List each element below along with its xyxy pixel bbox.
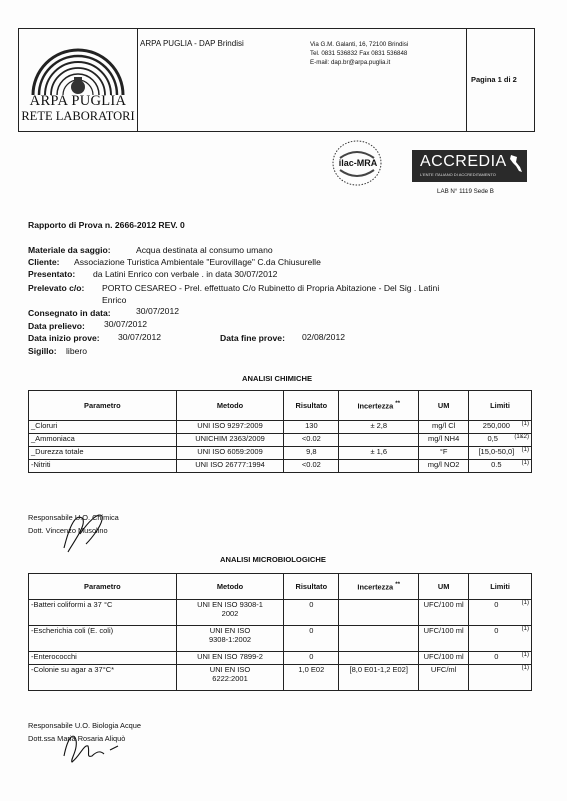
org-name: ARPA PUGLIA (29, 93, 127, 109)
page-box (466, 29, 535, 131)
col-header-method: Metodo (176, 391, 284, 421)
method-cell (176, 600, 284, 626)
um-cell: mg/l NH4 (419, 434, 469, 447)
italy-map-icon (508, 154, 524, 176)
uncertainty-mark: ** (395, 581, 401, 589)
accredia-tagline: L'ENTE ITALIANO DI ACCREDITAMENTO (420, 172, 496, 177)
limit-value: 0 (494, 600, 499, 609)
method-line: UNI EN ISO (209, 626, 251, 635)
col-header-um: UM (419, 391, 469, 421)
result-cell: <0.02 (284, 460, 339, 473)
uncertainty-mark: ** (395, 400, 401, 408)
field-value-client: Associazione Turistica Ambientale "Eurovillage" C.da Chiusurelle (74, 257, 321, 267)
uncertainty-cell (339, 652, 419, 665)
param-cell: -Escherichia coli (E. coli) (29, 626, 177, 652)
method-cell: UNI EN ISO 7899-2 (176, 652, 284, 665)
accredia-logo (412, 150, 527, 182)
table-row (29, 665, 532, 691)
col-header-uncertainty (339, 391, 419, 421)
field-label-client: Cliente: (28, 257, 60, 267)
micro-header-row (29, 574, 532, 600)
col-header-limits: Limiti (469, 391, 532, 421)
arpa-logo-icon (29, 35, 127, 97)
limit-ref: (1&2) (514, 434, 529, 440)
uncertainty-cell (339, 460, 419, 473)
method-line: 6222:2001 (212, 674, 248, 683)
field-label-sample-date: Data prelievo: (28, 321, 85, 331)
address: Via G.M. Galanti, 16, 72100 Brindisi (310, 41, 409, 48)
method-line: 2002 (221, 609, 239, 618)
field-label-presented: Presentato: (28, 269, 76, 279)
param-cell: _Cloruri (29, 421, 177, 434)
micro-responsible-title: Responsabile U.O. Biologia Acque (28, 721, 141, 730)
col-header-uncertainty (339, 574, 419, 600)
col-header-um: UM (419, 574, 469, 600)
limit-value: 0 (494, 652, 499, 661)
uncertainty-cell (339, 600, 419, 626)
chem-responsible-title: Responsabile U.O. Chimica (28, 513, 119, 522)
limit-cell (469, 626, 532, 652)
micro-table (28, 573, 532, 691)
result-cell: 0 (284, 600, 339, 626)
field-value-sample-date: 30/07/2012 (104, 319, 148, 329)
department-name: ARPA PUGLIA - DAP Brindisi (140, 39, 244, 48)
param-cell: -Nitriti (29, 460, 177, 473)
page-number: Pagina 1 di 2 (471, 75, 517, 84)
field-label-test-end: Data fine prove: (220, 333, 285, 343)
limit-ref: (1) (521, 626, 529, 632)
method-cell: UNI ISO 9297:2009 (176, 421, 284, 434)
table-row (29, 460, 532, 473)
param-cell: _Durezza totale (29, 447, 177, 460)
limit-cell (469, 421, 532, 434)
method-cell: UNI ISO 6059:2009 (176, 447, 284, 460)
letterhead (18, 28, 535, 132)
result-cell: 0 (284, 626, 339, 652)
result-cell: 9,8 (284, 447, 339, 460)
limit-value: 0,5 (487, 434, 498, 443)
param-cell: _Ammoniaca (29, 434, 177, 447)
uncertainty-cell: ± 2,8 (339, 421, 419, 434)
field-label-material: Materiale da saggio: (28, 245, 111, 255)
limit-ref: (1) (521, 600, 529, 606)
limit-cell (469, 600, 532, 626)
report-title: Rapporto di Prova n. 2666-2012 REV. 0 (28, 220, 185, 230)
limit-cell (469, 652, 532, 665)
limit-cell (469, 460, 532, 473)
uncertainty-cell (339, 434, 419, 447)
col-header-parameter: Parametro (29, 574, 177, 600)
chem-header-row (29, 391, 532, 421)
micro-signature-icon (60, 726, 130, 766)
table-row (29, 600, 532, 626)
method-cell (176, 626, 284, 652)
lab-number: LAB N° 1119 Sede B (437, 188, 494, 195)
field-value-test-start: 30/07/2012 (118, 332, 162, 342)
method-line: UNI EN ISO 9308-1 (197, 600, 263, 609)
field-value-seal: libero (66, 346, 88, 356)
uncertainty-cell (339, 626, 419, 652)
uncertainty-label: Incertezza (357, 401, 394, 411)
org-subtitle: RETE LABORATORI (21, 109, 135, 123)
field-value-delivered: 30/07/2012 (136, 306, 180, 316)
method-cell: UNI ISO 26777:1994 (176, 460, 284, 473)
limit-cell (469, 447, 532, 460)
param-cell: -Enterococchi (29, 652, 177, 665)
field-label-test-start: Data inizio prove: (28, 333, 100, 343)
um-cell: UFC/100 ml (419, 652, 469, 665)
result-cell: <0.02 (284, 434, 339, 447)
field-value-material: Acqua destinata al consumo umano (136, 245, 273, 255)
col-header-method: Metodo (176, 574, 284, 600)
micro-section-title: ANALISI MICROBIOLOGICHE (220, 555, 326, 564)
method-cell (176, 665, 284, 691)
uncertainty-cell: [8,0 E01-1,2 E02] (339, 665, 419, 691)
field-label-delivered: Consegnato in data: (28, 308, 111, 318)
micro-responsible-name: Dott.ssa Maria Rosaria Aliquò (28, 734, 126, 743)
limit-value: [15,0-50,0] (478, 447, 515, 456)
limit-ref: (1) (521, 652, 529, 658)
limit-cell (469, 665, 532, 691)
limit-ref: (1) (521, 421, 529, 427)
limit-value: 0 (494, 626, 499, 635)
chem-table (28, 390, 532, 473)
table-row (29, 447, 532, 460)
table-row (29, 626, 532, 652)
result-cell: 130 (284, 421, 339, 434)
limit-value: 0.5 (491, 460, 502, 469)
col-header-result: Risultato (284, 574, 339, 600)
limit-value: 250,000 (482, 421, 510, 430)
chem-signature-icon (58, 504, 110, 556)
um-cell: °F (419, 447, 469, 460)
uncertainty-label: Incertezza (357, 582, 394, 592)
col-header-parameter: Parametro (29, 391, 177, 421)
method-line: UNI EN ISO (209, 665, 251, 674)
um-cell: UFC/100 ml (419, 600, 469, 626)
uncertainty-cell: ± 1,6 (339, 447, 419, 460)
um-cell: mg/l Cl (419, 421, 469, 434)
result-cell: 0 (284, 652, 339, 665)
param-cell: -Colonie su agar a 37°C* (29, 665, 177, 691)
field-value-presented: da Latini Enrico con verbale . in data 30/07/2012 (93, 269, 278, 279)
field-label-seal: Sigillo: (28, 346, 57, 356)
result-cell: 1,0 E02 (284, 665, 339, 691)
chem-responsible-name: Dott. Vincenzo Musolino (28, 526, 108, 535)
um-cell: UFC/ml (419, 665, 469, 691)
field-value-test-end: 02/08/2012 (302, 332, 346, 342)
method-line: 9308-1:2002 (208, 635, 252, 644)
phone: Tel. 0831 536832 Fax 0831 536848 (310, 50, 408, 57)
accredia-wordmark: ACCREDIA (420, 153, 507, 170)
col-header-result: Risultato (284, 391, 339, 421)
table-row (29, 652, 532, 665)
limit-ref: (1) (521, 665, 529, 671)
chem-section-title: ANALISI CHIMICHE (242, 374, 313, 383)
col-header-limits: Limiti (469, 574, 532, 600)
table-row (29, 421, 532, 434)
email: E-mail: dap.br@arpa.puglia.it (310, 59, 391, 66)
table-row (29, 434, 532, 447)
field-label-sampled-at: Prelevato c/o: (28, 283, 85, 293)
field-value-sampled-at-cont: Enrico (102, 295, 127, 305)
field-value-sampled-at: PORTO CESAREO - Prel. effettuato C/o Rubinetto di Propria Abitazione - Del Sig . Latini (102, 283, 440, 293)
um-cell: UFC/100 ml (419, 626, 469, 652)
method-cell: UNICHIM 2363/2009 (176, 434, 284, 447)
ilac-label: ilac-MRA (338, 158, 378, 168)
um-cell: mg/l NO2 (419, 460, 469, 473)
limit-ref: (1) (521, 460, 529, 466)
param-cell: -Batteri coliformi a 37 °C (29, 600, 177, 626)
limit-cell (469, 434, 532, 447)
limit-ref: (1) (521, 447, 529, 453)
logo-block (19, 29, 138, 131)
